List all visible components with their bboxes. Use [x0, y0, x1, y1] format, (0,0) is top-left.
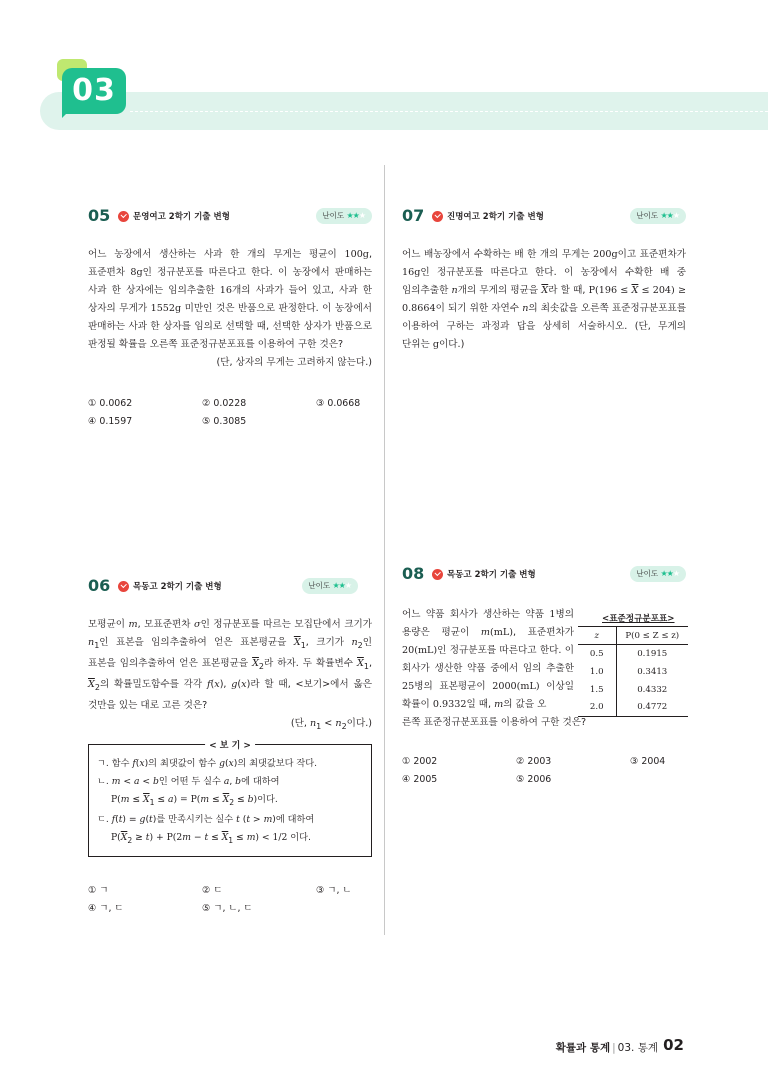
problem-note: (단, 상자의 무게는 고려하지 않는다.) [216, 357, 372, 368]
difficulty-badge [630, 566, 686, 582]
problem-number: 07 [402, 206, 425, 225]
problem-header [402, 566, 686, 586]
answer-choices [88, 396, 372, 430]
answer-choices [402, 754, 686, 788]
check-icon [118, 211, 129, 222]
problem-source: 목동고 2학기 기출 변형 [133, 582, 222, 592]
problem-07 [402, 208, 686, 354]
table-cell: 0.4332 [637, 684, 668, 695]
difficulty-badge [630, 208, 686, 224]
star-icon: ★★ [346, 211, 359, 220]
footer-separator: | [612, 1042, 616, 1054]
choice-2[interactable]: ② ㄷ [202, 885, 223, 897]
footer-section: 03. 통계 [617, 1042, 658, 1054]
choice-1[interactable]: ① 0.0062 [88, 398, 133, 409]
bogi-title: < 보 기 > [205, 737, 255, 755]
choice-1[interactable]: ① ㄱ [88, 885, 109, 897]
problem-text-cont: 른쪽 표준정규분포표를 이용하여 구한 것은? [402, 717, 587, 728]
problem-header [88, 578, 372, 598]
bogi-item-c-formula: $P(\overline{X}_2 \ge t) + P(2m - t \le \overline{X}_1 \le m) < 1/2$ 이다. [111, 832, 311, 846]
problem-source: 목동고 2학기 기출 변형 [447, 570, 536, 580]
difficulty-badge [302, 578, 358, 594]
problem-text: 모평균이 m, 모표준편차 σ인 정규분포를 따르는 모집단에서 크기가 $n_1$인 표본을 임의추출하여 얻은 표본평균을 $\overline{X}_1$, 크기가 $n_2$인 표본을 임의추출하여 얻은 표본평균을 $\overline{X}_2$라 하자. 두 확률변수 $\overline{X}_1$, $\overline{X}_2$의 확률밀도함수를 각각 f(x), g(x)라 할 때, <보기>에서 옳은 것만을 있는 대로 고른 것은? [88, 619, 373, 711]
star-icon: ★★ [660, 569, 673, 578]
table-row [578, 645, 688, 663]
problem-header [88, 208, 372, 228]
difficulty-label: 난이도 [308, 581, 331, 590]
choice-3[interactable]: ③ 2004 [630, 756, 666, 767]
problem-source: 진명여고 2학기 기출 변형 [447, 212, 544, 222]
column-divider [384, 165, 385, 935]
standard-normal-table [578, 626, 688, 717]
table-cell: 0.1915 [637, 648, 668, 659]
choice-4[interactable]: ④ ㄱ, ㄷ [88, 903, 124, 915]
table-cell: 0.3413 [637, 666, 668, 677]
problem-note: (단, $n_1 < n_2$이다.) [290, 717, 372, 731]
bogi-item-c: ㄷ. f(t) = g(t)를 만족시키는 실수 t (t > m)에 대하여 [97, 814, 315, 826]
table-header-row [578, 627, 688, 645]
table-header-cell: z [578, 627, 616, 645]
table-row [578, 681, 688, 699]
check-icon [118, 581, 129, 592]
choice-5[interactable]: ⑤ 2006 [516, 774, 552, 785]
table-cell: 1.5 [578, 681, 616, 699]
problem-text: 어느 약품 회사가 생산하는 약품 1병의 용량은 평균이 m(mL), 표준편차가 20(mL)인 정규분포를 따른다고 한다. 이 회사가 생산한 약품 중에서 임의 추출한 25병의 표본평균이 2000(mL) 이상일 확률이 0.9332일 때, m의 값을 오 [402, 609, 574, 710]
choice-4[interactable]: ④ 2005 [402, 774, 438, 785]
problem-number: 05 [88, 206, 111, 225]
difficulty-label: 난이도 [636, 211, 659, 220]
problem-text: 어느 농장에서 생산하는 사과 한 개의 무게는 평균이 100g, 표준편차 8g인 정규분포를 따른다고 한다. 이 농장에서 판매하는 사과 한 상자에는 임의추출한 16개의 사과가 들어 있고, 사과 한 상자의 무게가 1552g 미만인 것은 반품으로 판정한다. 이 농장에서 판매하는 사과 한 상자를 임의로 선택할 때, 선택한 상자가 반품으로 판정될 확률을 오른쪽 표준정규분포표를 이용하여 구한 것은? [88, 249, 372, 350]
bogi-box [88, 740, 372, 858]
choice-3[interactable]: ③ ㄱ, ㄴ [316, 885, 352, 897]
bogi-item-a: ㄱ. 함수 f(x)의 최댓값이 함수 g(x)의 최댓값보다 작다. [97, 757, 318, 769]
chapter-number-badge: 03 [62, 68, 126, 114]
choice-2[interactable]: ② 0.0228 [202, 398, 247, 409]
choice-5[interactable]: ⑤ ㄱ, ㄴ, ㄷ [202, 903, 253, 915]
problem-05 [88, 208, 372, 430]
footer-subject: 확률과 통계 [555, 1042, 611, 1054]
chapter-badge-tail [62, 108, 72, 118]
check-icon [432, 569, 443, 580]
table-cell: 0.5 [578, 645, 616, 663]
bogi-item-b: ㄴ. m < a < b인 어떤 두 실수 a, b에 대하여 [97, 775, 280, 787]
choice-2[interactable]: ② 2003 [516, 756, 552, 767]
difficulty-label: 난이도 [636, 569, 659, 578]
star-empty-icon: ★ [672, 211, 680, 220]
problem-06 [88, 578, 372, 917]
choice-3[interactable]: ③ 0.0668 [316, 398, 361, 409]
difficulty-badge [316, 208, 372, 224]
choice-1[interactable]: ① 2002 [402, 756, 438, 767]
star-empty-icon: ★ [358, 211, 366, 220]
check-icon [432, 211, 443, 222]
problem-source: 문영여고 2학기 기출 변형 [133, 212, 230, 222]
table-cell: 0.4772 [616, 699, 688, 717]
table-cell: 1.0 [578, 663, 616, 681]
star-icon: ★★ [660, 211, 673, 220]
problem-number: 06 [88, 576, 111, 595]
table-cell: 2.0 [578, 699, 616, 717]
problem-header [402, 208, 686, 228]
header-dotted-line [130, 111, 768, 112]
choice-5[interactable]: ⑤ 0.3085 [202, 416, 247, 427]
page-number: 02 [663, 1036, 684, 1054]
star-icon: ★★ [332, 581, 345, 590]
answer-choices [88, 883, 372, 917]
page-footer [556, 1040, 658, 1055]
star-empty-icon: ★ [344, 581, 352, 590]
table-title: <표준정규분포표> [602, 614, 675, 624]
star-empty-icon: ★ [672, 569, 680, 578]
table-row [578, 663, 688, 681]
problem-number: 08 [402, 564, 425, 583]
table-row [578, 699, 688, 717]
bogi-item-b-formula: $P(m \le \overline{X}_1 \le a) = P(m \le \overline{X}_2 \le b)$이다. [111, 793, 278, 807]
problem-text: 어느 배농장에서 수확하는 배 한 개의 무게는 200g이고 표준편차가 16g인 정규분포를 따른다고 한다. 이 농장에서 수확한 배 중 임의추출한 n개의 무게의 평균을 $\overline{X}$라 할 때, $P(196 \le \overline{X} \le 204) \ge 0.8664$이 되기 위한 자연수 n의 최솟값을 오른쪽 표준정규분포표를 이용하여 구하는 과정과 답을 상세히 서술하시오. (단, 무게의 단위는 g이다.) [402, 249, 686, 350]
table-header-cell: P(0 ≤ Z ≤ z) [616, 627, 688, 645]
choice-4[interactable]: ④ 0.1597 [88, 416, 133, 427]
difficulty-label: 난이도 [322, 211, 345, 220]
